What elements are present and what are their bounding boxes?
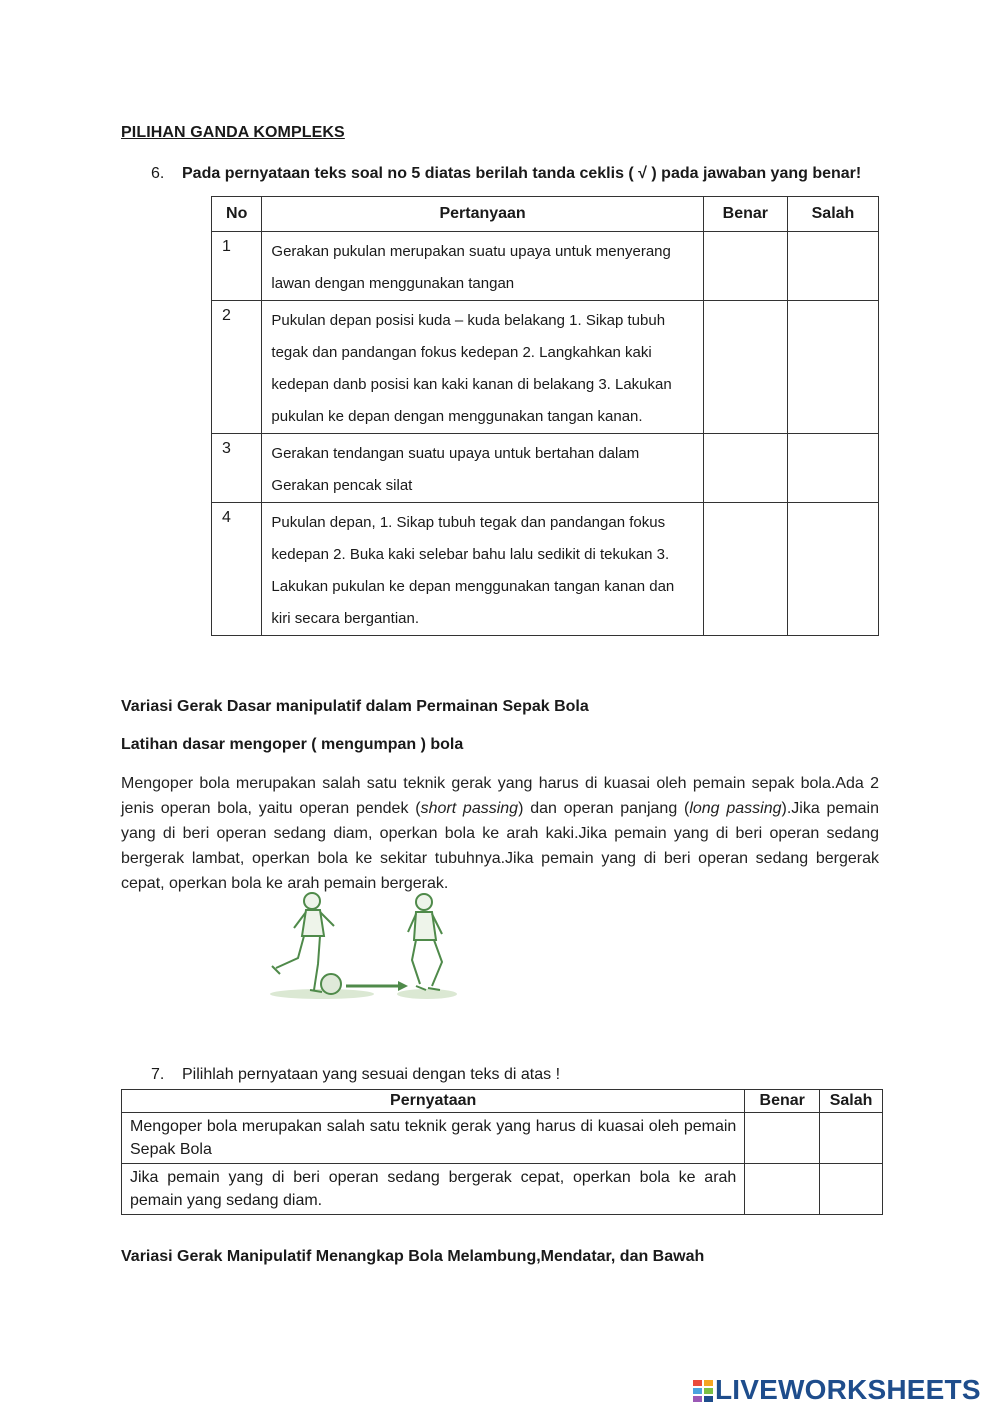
liveworksheets-logo[interactable] xyxy=(693,1374,981,1406)
header-false: Salah xyxy=(787,197,878,232)
question-7 xyxy=(151,1066,560,1084)
row-number: 2 xyxy=(212,301,262,434)
answer-true-cell[interactable] xyxy=(703,503,787,636)
answer-true-cell[interactable] xyxy=(703,232,787,301)
paragraph-italic-long-passing: long passing xyxy=(689,800,782,817)
answer-false-cell[interactable] xyxy=(787,301,878,434)
question-6 xyxy=(151,165,891,183)
answer-false-cell[interactable] xyxy=(787,503,878,636)
table-row xyxy=(212,232,879,301)
table-row xyxy=(212,434,879,503)
section-heading: PILIHAN GANDA KOMPLEKS xyxy=(121,124,345,141)
row-question: Gerakan pukulan merupakan suatu upaya untuk menyerang lawan dengan menggunakan tangan xyxy=(262,232,703,301)
paragraph-italic-short-passing: short passing xyxy=(420,800,519,817)
liveworksheets-logo-text: LIVEWORKSHEETS xyxy=(715,1374,981,1405)
paragraph-part-1: Mengoper bola merupakan salah satu teknik gerak yang harus di kuasai oleh pemain sepak bola.Ada 2 jenis operan bola, yaitu operan pendek ( xyxy=(121,775,879,817)
question-7-number: 7. xyxy=(151,1066,165,1083)
question-6-text: Pada pernyataan teks soal no 5 diatas berilah tanda ceklis ( √ ) pada jawaban yang benar! xyxy=(182,165,862,182)
header-no: No xyxy=(212,197,262,232)
answer-table-2 xyxy=(121,1089,883,1215)
subheading-catching: Variasi Gerak Manipulatif Menangkap Bola Melambung,Mendatar, dan Bawah xyxy=(121,1248,705,1265)
answer-false-cell[interactable] xyxy=(787,232,878,301)
header-true: Benar xyxy=(703,197,787,232)
table-row xyxy=(212,503,879,636)
table-row xyxy=(122,1164,883,1215)
table-header-row xyxy=(212,197,879,232)
header-question: Pertanyaan xyxy=(262,197,703,232)
player-receiving-figure xyxy=(408,894,442,990)
answer-false-cell[interactable] xyxy=(820,1164,883,1215)
answer-table-1 xyxy=(211,196,879,636)
subheading-football: Variasi Gerak Dasar manipulatif dalam Permainan Sepak Bola xyxy=(121,698,589,715)
row-question: Gerakan tendangan suatu upaya untuk bertahan dalam Gerakan pencak silat xyxy=(262,434,703,503)
header-statement: Pernyataan xyxy=(122,1090,745,1113)
arrow-right-icon xyxy=(346,981,408,991)
answer-true-cell[interactable] xyxy=(703,434,787,503)
answer-false-cell[interactable] xyxy=(820,1113,883,1164)
table-row xyxy=(212,301,879,434)
row-statement: Jika pemain yang di beri operan sedang bergerak cepat, operkan bola ke arah pemain yang sedang diam. xyxy=(122,1164,745,1215)
table-row xyxy=(122,1113,883,1164)
row-question: Pukulan depan posisi kuda – kuda belakang 1. Sikap tubuh tegak dan pandangan fokus kedepan 2. Langkahkan kaki kedepan danb posisi kan kaki kanan di belakang 3. Lakukan pukulan ke depan dengan menggunakan tangan kanan. xyxy=(262,301,703,434)
ball xyxy=(321,974,341,994)
liveworksheets-logo-icon xyxy=(693,1378,713,1402)
answer-true-cell[interactable] xyxy=(703,301,787,434)
header-false: Salah xyxy=(820,1090,883,1113)
row-number: 1 xyxy=(212,232,262,301)
table-header-row xyxy=(122,1090,883,1113)
header-true: Benar xyxy=(745,1090,820,1113)
row-number: 3 xyxy=(212,434,262,503)
ground-shadow-left xyxy=(270,989,374,999)
answer-true-cell[interactable] xyxy=(745,1164,820,1215)
passing-paragraph xyxy=(121,771,879,896)
answer-false-cell[interactable] xyxy=(787,434,878,503)
subheading-passing: Latihan dasar mengoper ( mengumpan ) bola xyxy=(121,736,464,753)
paragraph-part-2: ) dan operan panjang ( xyxy=(518,800,690,817)
passing-illustration xyxy=(262,886,462,1002)
answer-true-cell[interactable] xyxy=(745,1113,820,1164)
row-number: 4 xyxy=(212,503,262,636)
paragraph-part-3: ).Jika pemain yang di beri operan sedang diam, operkan bola ke arah kaki.Jika pemain yang di beri operan sedang bergerak lambat, operkan bola ke sekitar tubuhnya.Jika pemain yang di beri operan sedang bergerak cepat, operkan bola ke arah pemain bergerak. xyxy=(121,800,880,892)
row-statement: Mengoper bola merupakan salah satu teknik gerak yang harus di kuasai oleh pemain Sepak Bola xyxy=(122,1113,745,1164)
question-7-text: Pilihlah pernyataan yang sesuai dengan teks di atas ! xyxy=(182,1066,561,1083)
row-question: Pukulan depan, 1. Sikap tubuh tegak dan pandangan fokus kedepan 2. Buka kaki selebar bahu lalu sedikit di tekukan 3. Lakukan pukulan ke depan menggunakan tangan kanan dan kiri secara bergantian. xyxy=(262,503,703,636)
question-6-number: 6. xyxy=(151,165,165,182)
ground-shadow-right xyxy=(397,989,457,999)
